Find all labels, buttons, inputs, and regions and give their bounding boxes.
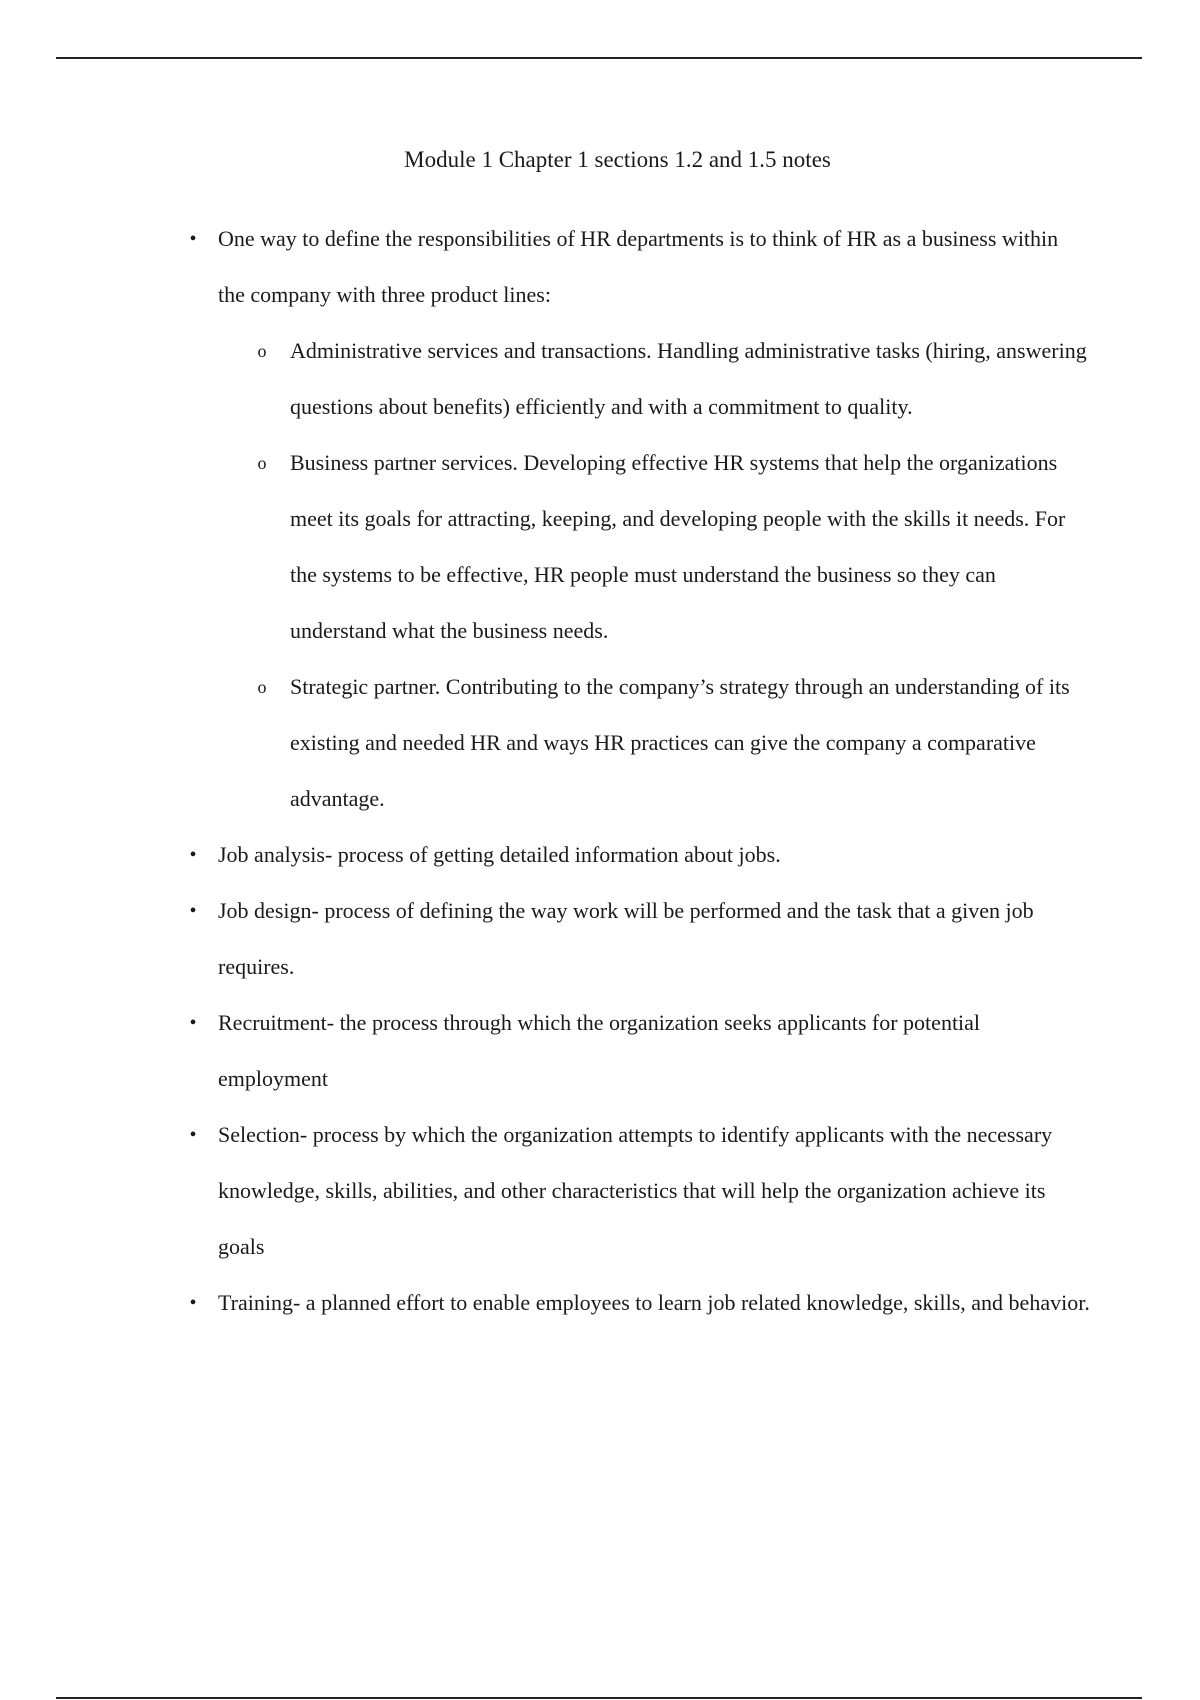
- bullet-icon: •: [189, 844, 197, 866]
- bottom-rule: [56, 1697, 1142, 1699]
- list-item: [0, 827, 1200, 883]
- sub-list-item-text: Business partner services. Developing effective HR systems that help the organizations meet its goals for attracting, keeping, and developing people with the skills it needs. For the systems to be effective, HR people must understand the business so they can understand what the business needs.: [290, 450, 1066, 643]
- list-item: [0, 1107, 1200, 1275]
- sub-list-item-text: Strategic partner. Contributing to the company’s strategy through an understanding of its existing and needed HR and ways HR practices can give the company a comparative advantage.: [290, 674, 1070, 811]
- sub-list-item: [0, 435, 1090, 659]
- sub-bullet-icon: o: [257, 453, 267, 473]
- list-item: [0, 1275, 1200, 1331]
- list-item: [0, 995, 1200, 1107]
- sub-list-item: [0, 323, 1090, 435]
- list-item-text: Job analysis- process of getting detailed information about jobs.: [218, 842, 781, 867]
- sub-bullet-list: [218, 323, 1090, 827]
- bullet-list: [0, 211, 1200, 1331]
- sub-bullet-icon: o: [257, 341, 267, 361]
- list-item-text: Recruitment- the process through which the organization seeks applicants for potential employment: [218, 1010, 981, 1091]
- sub-bullet-icon: o: [257, 677, 267, 697]
- page-title: Module 1 Chapter 1 sections 1.2 and 1.5 notes: [404, 147, 831, 172]
- list-item-text: Job design- process of defining the way work will be performed and the task that a given job requires.: [218, 898, 1034, 979]
- list-item-text: Selection- process by which the organization attempts to identify applicants with the necessary knowledge, skills, abilities, and other characteristics that will help the organization achieve its goals: [218, 1122, 1053, 1259]
- list-item: [0, 883, 1200, 995]
- sub-list-item: [0, 659, 1090, 827]
- bullet-icon: •: [189, 1292, 197, 1314]
- bullet-icon: •: [189, 900, 197, 922]
- sub-list-item-text: Administrative services and transactions. Handling administrative tasks (hiring, answering questions about benefits) efficiently and with a commitment to quality.: [290, 338, 1087, 419]
- bullet-icon: •: [189, 1012, 197, 1034]
- list-item-text: Training- a planned effort to enable employees to learn job related knowledge, skills, and behavior.: [218, 1290, 1090, 1315]
- list-item: [0, 211, 1200, 827]
- list-item-text: One way to define the responsibilities of HR departments is to think of HR as a business within the company with three product lines:: [218, 226, 1059, 307]
- bullet-icon: •: [189, 1124, 197, 1146]
- bullet-icon: •: [189, 228, 197, 250]
